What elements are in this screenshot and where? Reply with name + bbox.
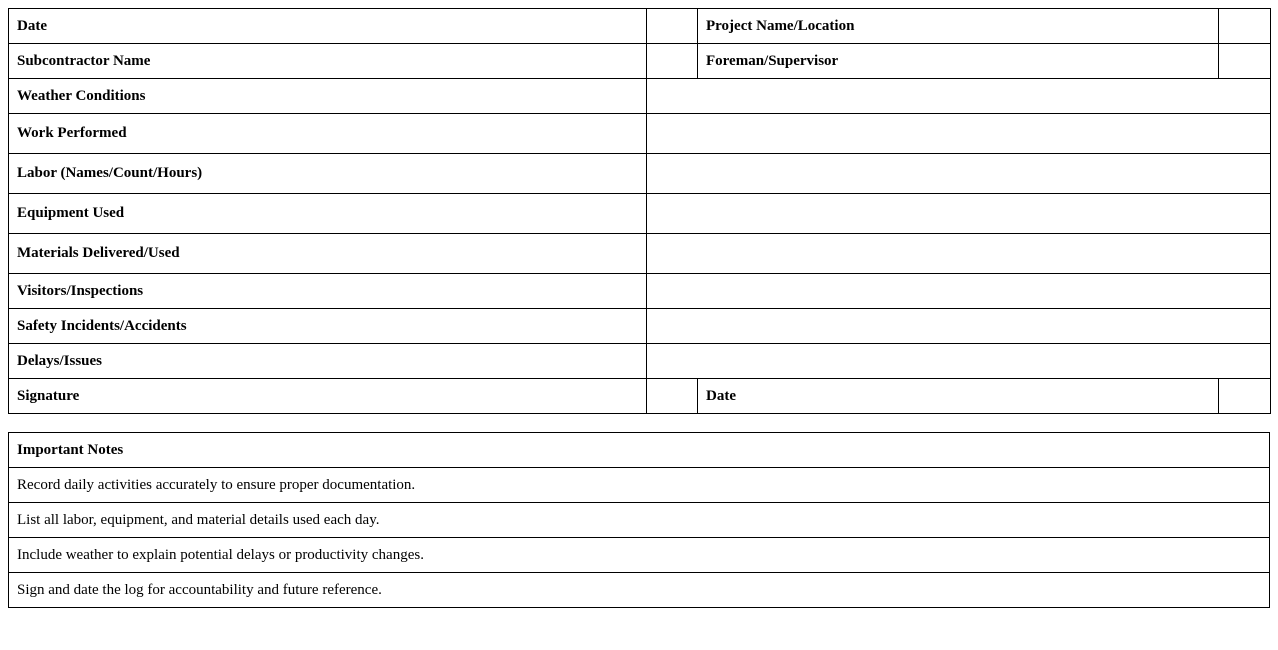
row-equipment — [9, 194, 1271, 234]
important-notes-table — [8, 432, 1270, 608]
work-label: Work Performed — [9, 114, 647, 154]
note-item: Sign and date the log for accountability and future reference. — [9, 573, 1270, 608]
subcontractor-field[interactable] — [647, 44, 698, 79]
safety-label: Safety Incidents/Accidents — [9, 309, 647, 344]
labor-field[interactable] — [647, 154, 1271, 194]
note-row — [9, 503, 1270, 538]
delays-field[interactable] — [647, 344, 1271, 379]
subcontractor-label: Subcontractor Name — [9, 44, 647, 79]
note-item: Record daily activities accurately to ensure proper documentation. — [9, 468, 1270, 503]
signature-date-label: Date — [698, 379, 1219, 414]
row-signature-date — [9, 379, 1271, 414]
equipment-field[interactable] — [647, 194, 1271, 234]
note-item: List all labor, equipment, and material details used each day. — [9, 503, 1270, 538]
materials-field[interactable] — [647, 234, 1271, 274]
weather-label: Weather Conditions — [9, 79, 647, 114]
note-row — [9, 468, 1270, 503]
row-date-project — [9, 9, 1271, 44]
equipment-label: Equipment Used — [9, 194, 647, 234]
row-safety — [9, 309, 1271, 344]
daily-log-form — [8, 8, 1271, 414]
date-field[interactable] — [647, 9, 698, 44]
row-subcontractor-foreman — [9, 44, 1271, 79]
foreman-field[interactable] — [1219, 44, 1271, 79]
note-item: Include weather to explain potential delays or productivity changes. — [9, 538, 1270, 573]
project-field[interactable] — [1219, 9, 1271, 44]
visitors-label: Visitors/Inspections — [9, 274, 647, 309]
delays-label: Delays/Issues — [9, 344, 647, 379]
row-labor — [9, 154, 1271, 194]
safety-field[interactable] — [647, 309, 1271, 344]
notes-title: Important Notes — [9, 433, 1270, 468]
work-field[interactable] — [647, 114, 1271, 154]
foreman-label: Foreman/Supervisor — [698, 44, 1219, 79]
materials-label: Materials Delivered/Used — [9, 234, 647, 274]
signature-field[interactable] — [647, 379, 698, 414]
row-visitors — [9, 274, 1271, 309]
date-label: Date — [9, 9, 647, 44]
row-delays — [9, 344, 1271, 379]
labor-label: Labor (Names/Count/Hours) — [9, 154, 647, 194]
project-label: Project Name/Location — [698, 9, 1219, 44]
weather-field[interactable] — [647, 79, 1271, 114]
visitors-field[interactable] — [647, 274, 1271, 309]
note-row — [9, 573, 1270, 608]
row-materials — [9, 234, 1271, 274]
row-work — [9, 114, 1271, 154]
signature-date-field[interactable] — [1219, 379, 1271, 414]
row-weather — [9, 79, 1271, 114]
note-row — [9, 538, 1270, 573]
notes-header-row — [9, 433, 1270, 468]
signature-label: Signature — [9, 379, 647, 414]
